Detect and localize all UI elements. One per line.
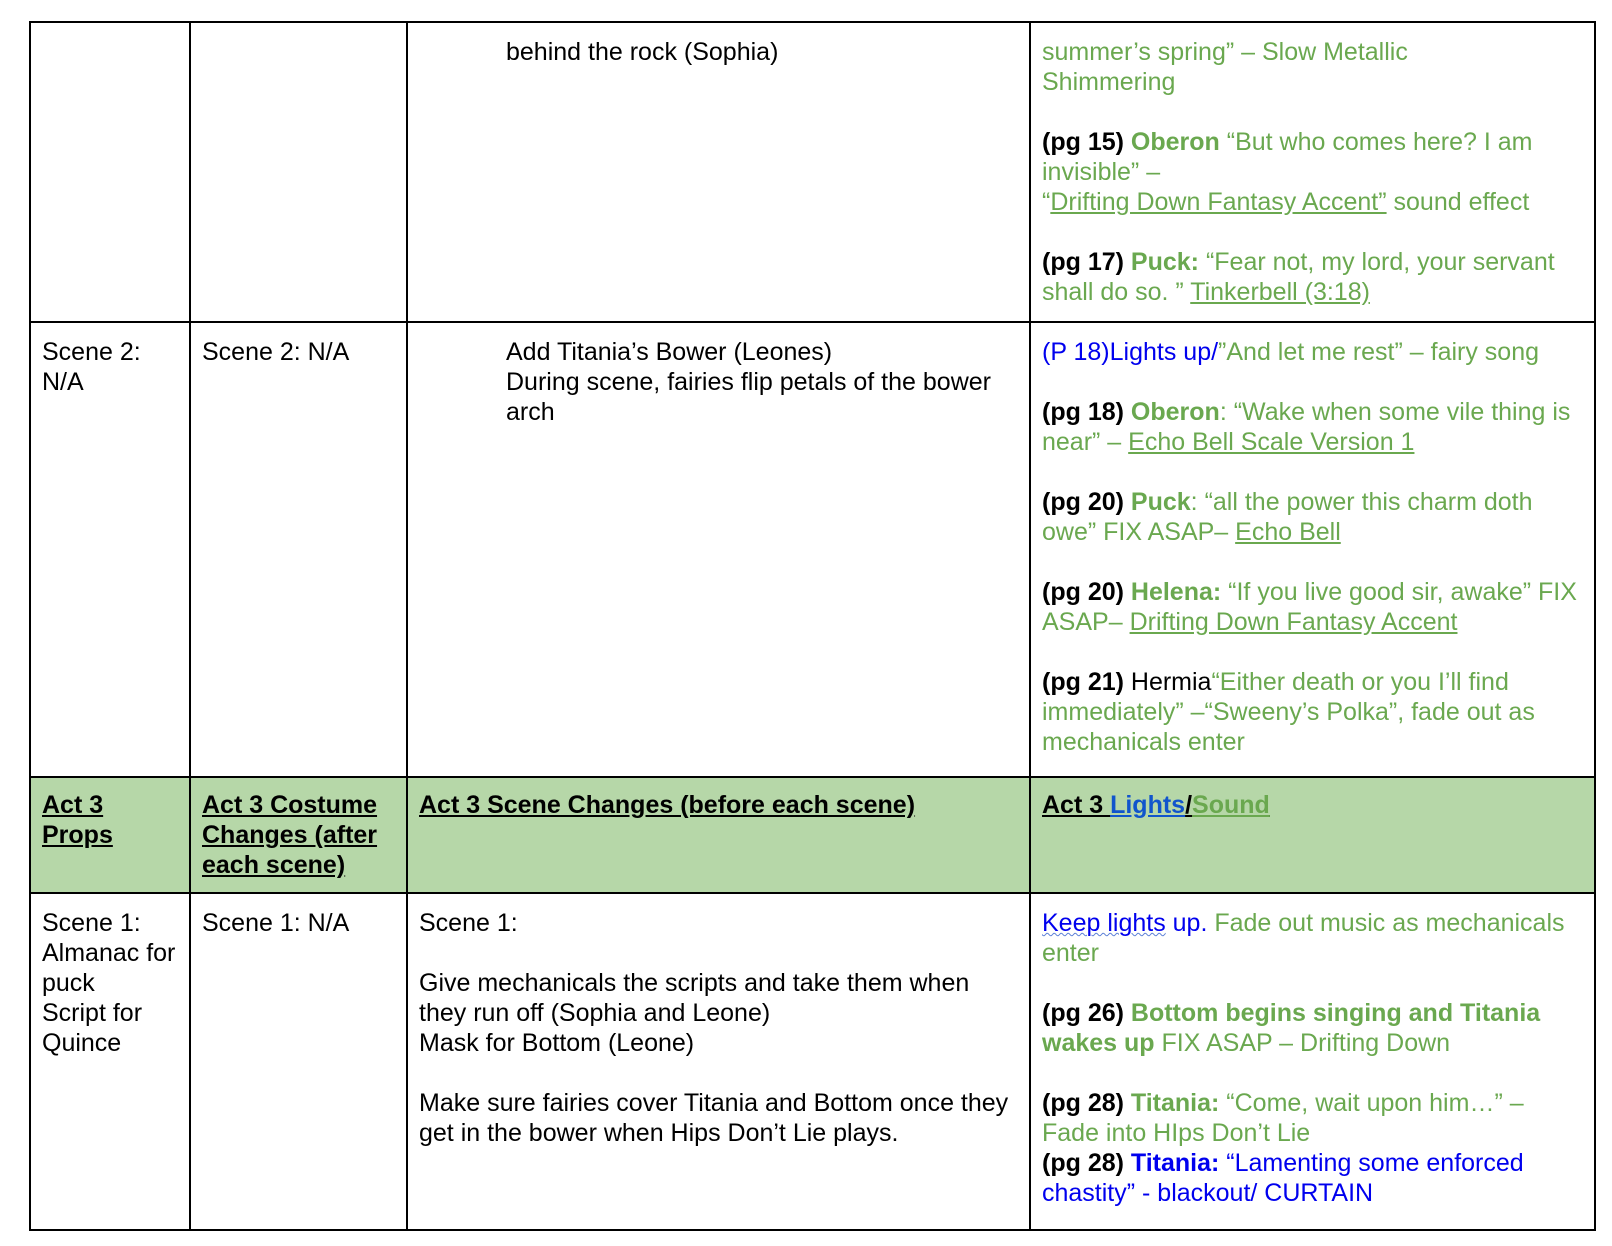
props-cell (30, 322, 190, 777)
scene-changes-cell (407, 322, 1030, 777)
cue-text: summer’s spring” – Slow Metallic (1042, 38, 1408, 66)
sound-cue (1042, 37, 1583, 97)
character-name: Helena: (1130, 578, 1222, 606)
character-name: Oberon (1130, 128, 1220, 156)
cue-text: “If you live good sir, awake” FIX ASAP– (1042, 578, 1577, 636)
sound-link[interactable]: Tinkerbell (3:18) (1190, 278, 1370, 306)
header-sound-link[interactable]: Sound (1192, 791, 1270, 819)
props-text: Script for Quince (42, 999, 143, 1057)
costume-cell (190, 893, 407, 1230)
props-cell (30, 893, 190, 1230)
cue-text: ”And let me rest” – fairy song (1218, 338, 1540, 366)
act-header-row (30, 777, 1595, 893)
sound-cue (1042, 667, 1583, 757)
cue-text: “Either death or you I’ll find immediately” –“Sweeny’s Polka”, fade out as mechanicals enter (1042, 668, 1535, 756)
cue-text: “ (1042, 188, 1051, 216)
character-name: Titania: (1123, 1089, 1220, 1117)
sound-cue (1042, 998, 1583, 1058)
sound-cue (1042, 487, 1583, 547)
light-cue-block (1042, 1148, 1583, 1208)
scene-change-title: Scene 1: (419, 909, 518, 937)
header-costume (190, 777, 407, 893)
light-cue: up. (1165, 909, 1208, 937)
sound-cue (1042, 577, 1583, 637)
light-sound-cue (1042, 908, 1583, 968)
page-ref: (pg 18) (1042, 398, 1124, 426)
page-ref: (pg 28) (1042, 1149, 1124, 1177)
light-cue: “Lamenting some enforced chastity” - blackout/ CURTAIN (1042, 1149, 1524, 1207)
cue-sheet-table (29, 21, 1596, 1231)
cue-text: Fade out music as mechanicals enter (1042, 909, 1565, 967)
props-text: Scene 1: (42, 909, 141, 937)
costume-text: Scene 1: N/A (202, 909, 350, 937)
page-ref: (pg 20) (1042, 578, 1124, 606)
table-row (30, 322, 1595, 777)
sound-link[interactable]: Drifting Down Fantasy Accent” (1050, 188, 1387, 216)
scene-changes-cell (407, 893, 1030, 1230)
table-row (30, 893, 1595, 1230)
table-row (30, 22, 1595, 322)
scene-change-line: Mask for Bottom (Leone) (419, 1029, 695, 1057)
lights-sound-cell (1030, 893, 1595, 1230)
cue-text: “Fear not, my lord, your servant shall do so. ” (1042, 248, 1555, 306)
lights-sound-cell (1030, 22, 1595, 322)
costume-text: Scene 2: N/A (202, 338, 350, 366)
page-ref: (pg 17) (1042, 248, 1124, 276)
scene-change-line: Add Titania’s Bower (Leones) (506, 338, 833, 366)
page-ref: (pg 20) (1042, 488, 1124, 516)
light-sound-cue (1042, 337, 1583, 367)
cue-bold-text: Bottom begins singing and Titania wakes up (1042, 999, 1541, 1057)
costume-cell (190, 322, 407, 777)
character-name: Titania: (1123, 1149, 1220, 1177)
sound-cue (1042, 127, 1583, 217)
costume-cell (190, 22, 407, 322)
cue-text: Shimmering (1042, 68, 1176, 96)
cue-text: “But who comes here? I am invisible” – (1042, 128, 1533, 186)
cue-text: : “Wake when some vile thing is near” – (1042, 398, 1571, 456)
cue-text: sound effect (1386, 188, 1530, 216)
header-scene-changes (407, 777, 1030, 893)
scene-changes-cell (407, 22, 1030, 322)
character-name: Oberon (1130, 398, 1220, 426)
scene-change-text: behind the rock (Sophia) (506, 38, 779, 66)
cue-text: : “all the power this charm doth owe” FIX ASAP– (1042, 488, 1533, 546)
header-label: Act 3 Scene Changes (before each scene) (419, 791, 916, 819)
header-props (30, 777, 190, 893)
spellcheck-text: Keep lights (1042, 909, 1166, 937)
lights-sound-cell (1030, 322, 1595, 777)
scene-change-line: Give mechanicals the scripts and take them when they run off (Sophia and Leone) (419, 969, 970, 1027)
sound-cue (1042, 397, 1583, 457)
sound-cue (1042, 1088, 1583, 1148)
scene-change-text (419, 337, 1018, 427)
scene-change-line: Make sure fairies cover Titania and Bottom once they get in the bower when Hips Don’t Lie plays. (419, 1089, 1009, 1147)
page-ref: (pg 28) (1042, 1089, 1124, 1117)
header-label: Act 3 Props (42, 791, 113, 849)
header-lights-link[interactable]: Lights (1110, 791, 1186, 819)
sound-link[interactable]: Echo Bell (1235, 518, 1341, 546)
header-label: Act 3 (1042, 791, 1111, 819)
page-ref: (pg 21) (1042, 668, 1124, 696)
props-text: Scene 2: N/A (42, 338, 141, 396)
cue-text: “Come, wait upon him…” – Fade into HIps Don’t Lie (1042, 1089, 1524, 1147)
page-ref: (pg 26) (1042, 999, 1124, 1027)
light-cue: (P 18)Lights up/ (1042, 338, 1219, 366)
props-cell (30, 22, 190, 322)
sound-link[interactable]: Echo Bell Scale Version 1 (1128, 428, 1415, 456)
character-name: Puck: (1130, 248, 1199, 276)
props-text: Almanac for puck (42, 939, 176, 997)
page-ref: (pg 15) (1042, 128, 1124, 156)
character-name: Puck (1130, 488, 1191, 516)
sound-link[interactable]: Drifting Down Fantasy Accent (1129, 608, 1458, 636)
sound-cue (1042, 247, 1583, 307)
header-lights-sound (1030, 777, 1595, 893)
scene-change-line: During scene, fairies flip petals of the bower arch (506, 368, 991, 426)
cue-text: FIX ASAP – Drifting Down (1154, 1029, 1451, 1057)
header-label: / (1185, 791, 1193, 819)
header-label: Act 3 Costume Changes (after each scene) (202, 791, 378, 879)
character-name: Hermia (1123, 668, 1212, 696)
